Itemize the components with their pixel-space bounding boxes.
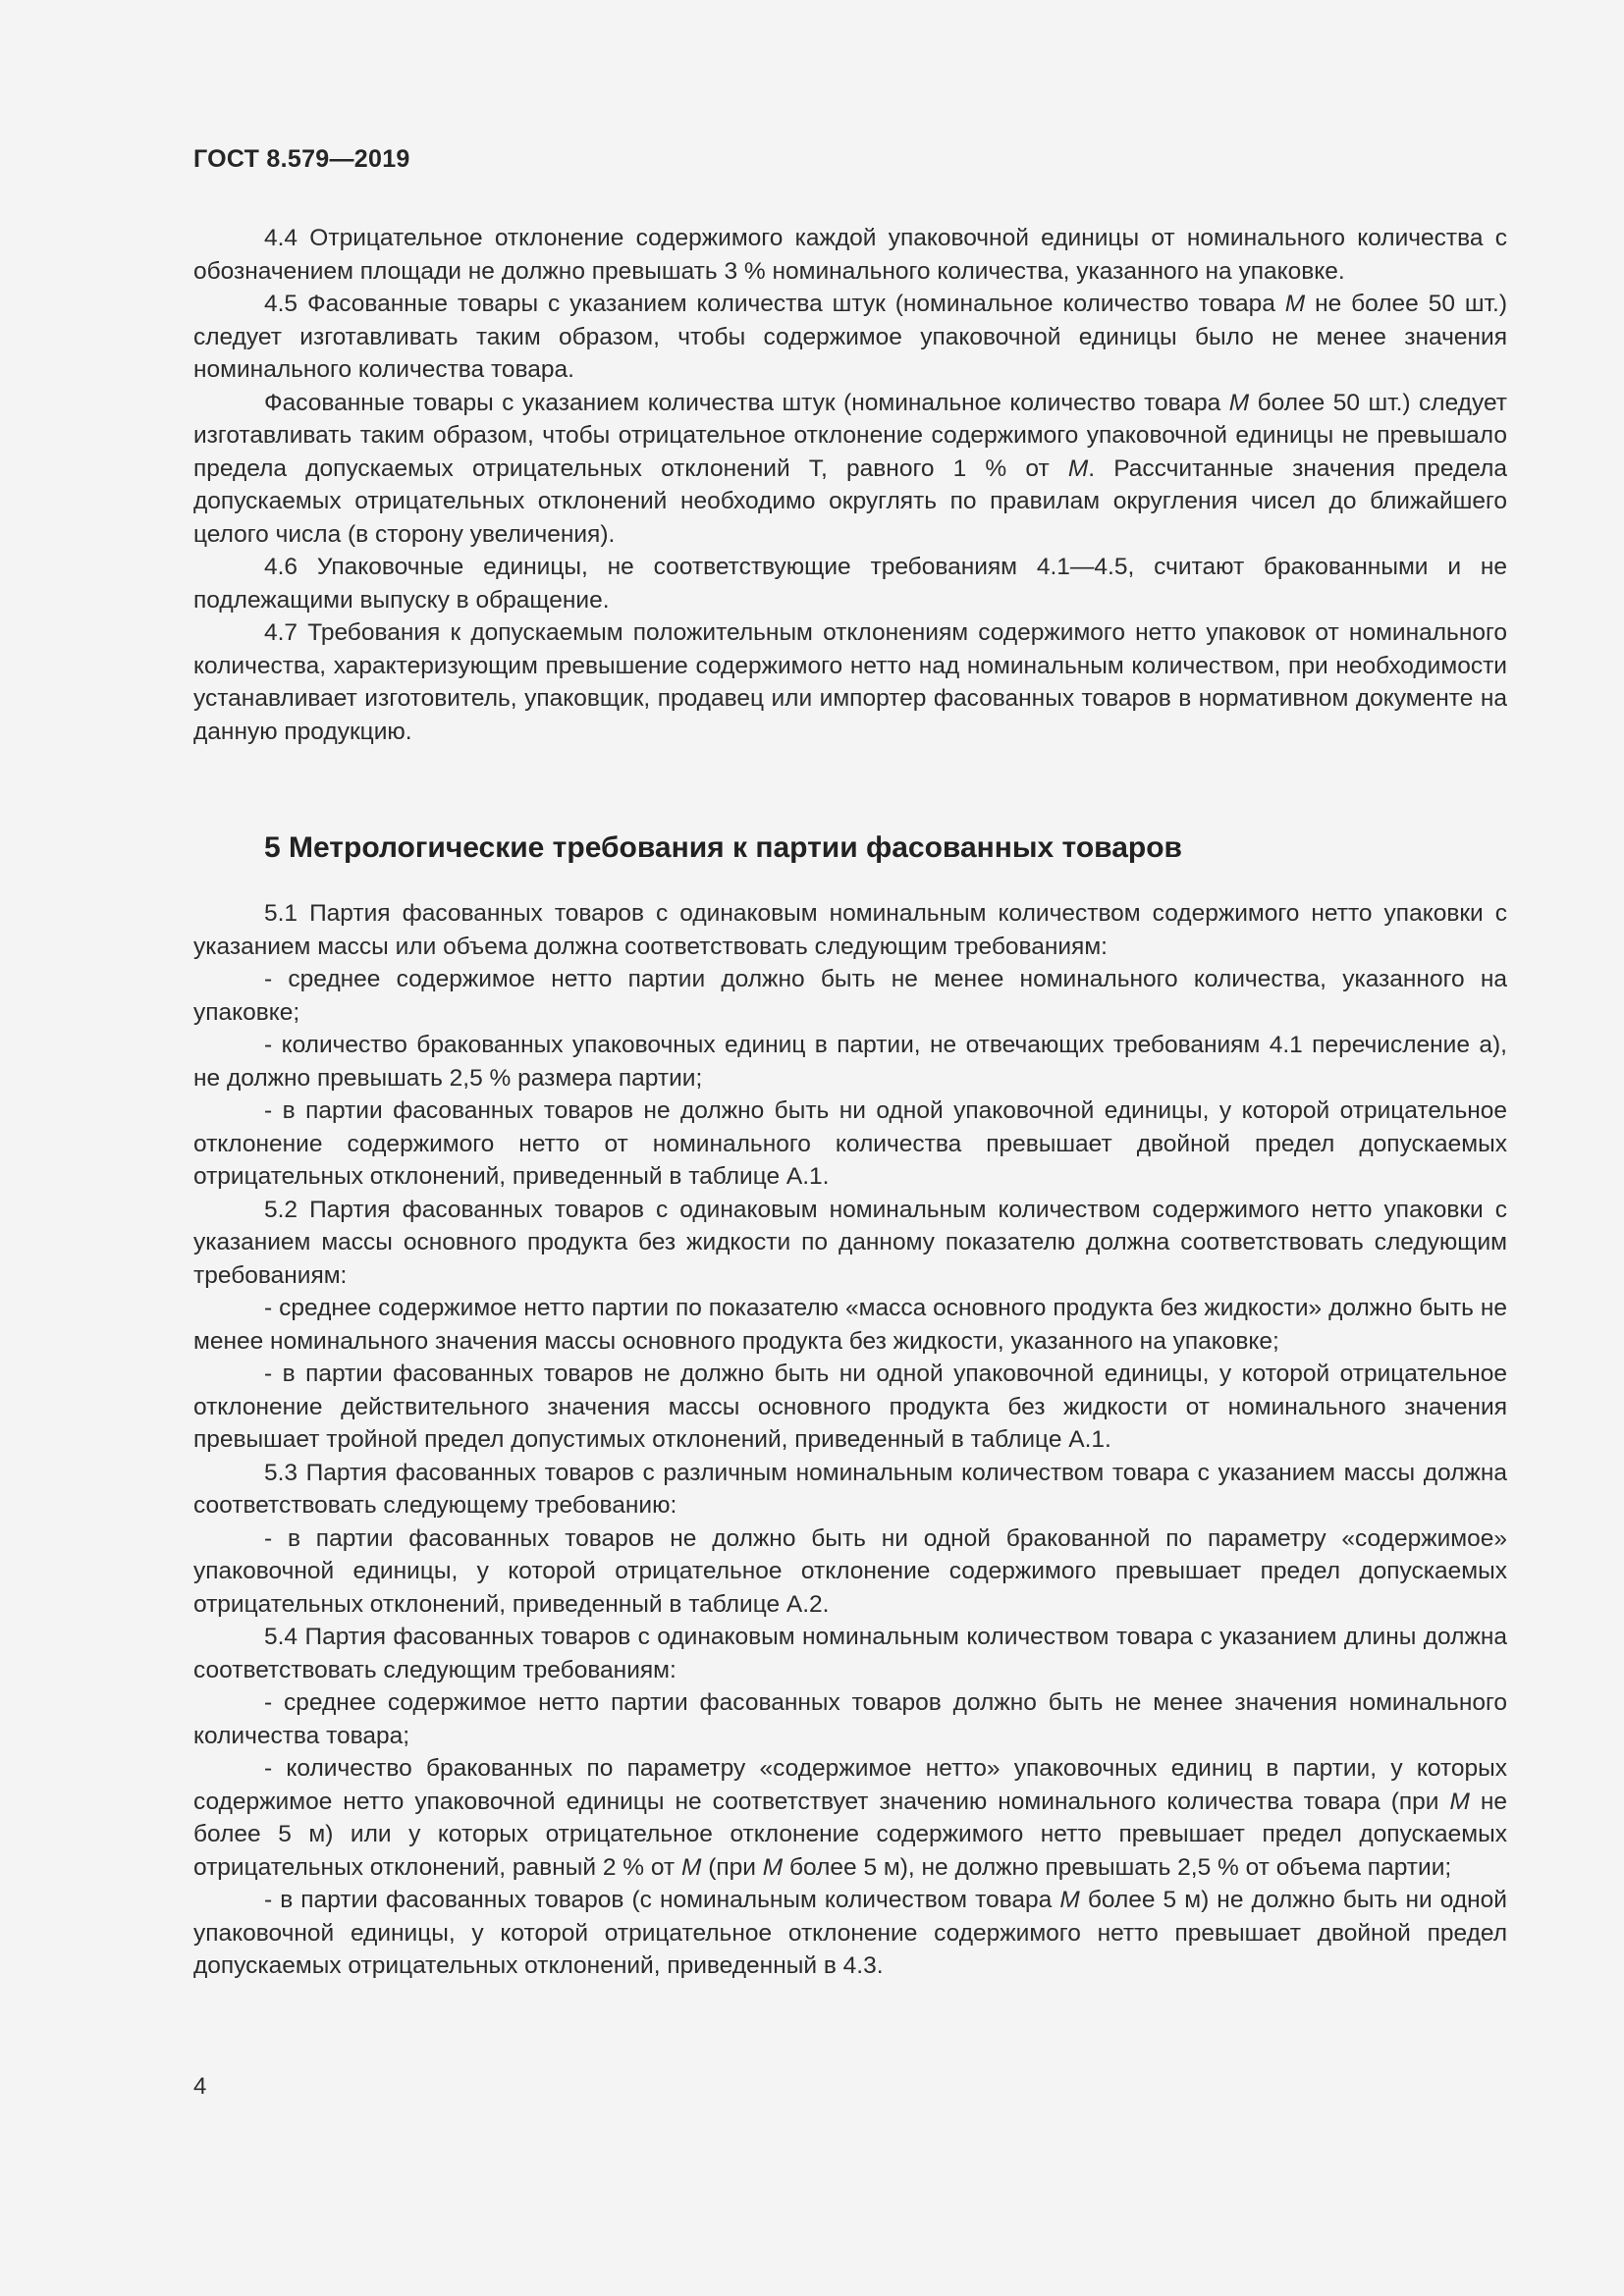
list-item: - в партии фасованных товаров не должно быть ни одной бракованной по параметру «содержимое» упаковочной единицы, у которой отрицательное отклонение содержимого превышает предел допускаемых отрицательных отклонений, приведенный в таблице А.2. <box>193 1524 1507 1618</box>
paragraph-5-4: 5.4 Партия фасованных товаров с одинаковым номинальным количеством товара с указанием длины должна соответствовать следующим требованиям: <box>193 1624 1507 1683</box>
text-run: . Рассчитанные значения предела допускаемых отрицательных отклонений необходимо округлять по правилам округления чисел до ближайшего целого числа (в сторону увеличения). <box>193 454 1508 548</box>
list-item <box>193 1884 1507 1983</box>
list-item: - количество бракованных упаковочных единиц в партии, не отвечающих требованиям 4.1 перечисление а), не должно превышать 2,5 % размера партии; <box>193 1032 1507 1092</box>
list-item: - в партии фасованных товаров не должно быть ни одной упаковочной единицы, у которой отрицательное отклонение содержимого нетто от номинального количества превышает двойной предел допускаемых отрицательных отклонений, приведенный в таблице А.1. <box>193 1097 1507 1190</box>
text-run: - в партии фасованных товаров (с номинальным количеством товара <box>264 1887 1060 1913</box>
section-5-heading: 5 Метрологические требования к партии фасованных товаров <box>264 831 1182 864</box>
variable-m: М <box>1449 1788 1470 1815</box>
text-run: (при <box>701 1853 763 1881</box>
list-item: - среднее содержимое нетто партии должно быть не менее номинального количества, указанного на упаковке; <box>193 966 1507 1026</box>
variable-m: М <box>1284 291 1306 317</box>
paragraph-4-6: 4.6 Упаковочные единицы, не соответствующие требованиям 4.1—4.5, считают бракованными и не подлежащими выпуску в обращение. <box>193 554 1507 614</box>
text-run: не более 5 м) или у которых отрицательное отклонение содержимого нетто превышает предел допускаемых отрицательных отклонений, равный 2 % от <box>193 1788 1507 1881</box>
text-run: не более 50 шт.) следует изготавливать таким образом, чтобы содержимое упаковочной единицы было не менее значения номинального количества товара. <box>193 291 1507 383</box>
text-run: более 5 м) не должно быть ни одной упаковочной единицы, у которой отрицательное отклонение содержимого нетто превышает двойной предел допускаемых отрицательных отклонений, приведенный в 4.3. <box>193 1887 1507 1979</box>
text-run: более 50 шт.) следует изготавливать таким образом, чтобы отрицательное отклонение содержимого упаковочной единицы не превышало предела допускаемых отрицательных отклонений Т, равного 1 % от <box>193 389 1507 482</box>
paragraph-4-7: 4.7 Требования к допускаемым положительным отклонениям содержимого нетто упаковок от номинального количества, характеризующим превышение содержимого нетто над номинальным количеством, при необходимости устанавливает изготовитель, упаковщик, продавец или импортер фасованных товаров в нормативном документе на данную продукцию. <box>193 619 1507 745</box>
paragraph-5-2: 5.2 Партия фасованных товаров с одинаковым номинальным количеством содержимого нетто упаковки с указанием массы основного продукта без жидкости по данному показателю должна соответствовать следующим требованиям: <box>193 1196 1507 1289</box>
section-4-body <box>193 222 1507 748</box>
document-header: ГОСТ 8.579—2019 <box>193 145 410 173</box>
paragraph-4-5b <box>193 387 1507 552</box>
paragraph-5-3: 5.3 Партия фасованных товаров с различным номинальным количеством товара с указанием массы должна соответствовать следующему требованию: <box>193 1459 1507 1519</box>
text-run: - количество бракованных по параметру «содержимое нетто» упаковочных единиц в партии, у которых содержимое нетто упаковочной единицы не соответствует значению номинального количества товара (при <box>193 1755 1507 1815</box>
variable-m: М <box>1228 389 1250 416</box>
page-number: 4 <box>193 2073 207 2100</box>
text-run: Фасованные товары с указанием количества штук (номинальное количество товара <box>264 389 1229 416</box>
variable-m: М <box>1067 454 1089 482</box>
section-5-body <box>193 897 1507 1983</box>
list-item: - среднее содержимое нетто партии по показателю «масса основного продукта без жидкости» должно быть не менее номинального значения массы основного продукта без жидкости, указанного на упаковке; <box>193 1295 1507 1355</box>
list-item: - среднее содержимое нетто партии фасованных товаров должно быть не менее значения номинального количества товара; <box>193 1689 1507 1749</box>
paragraph-4-5a <box>193 288 1507 387</box>
paragraph-4-4: 4.4 Отрицательное отклонение содержимого каждой упаковочной единицы от номинального количества с обозначением площади не должно превышать 3 % номинального количества, указанного на упаковке. <box>193 225 1507 285</box>
variable-m: М <box>762 1853 784 1881</box>
variable-m: М <box>1059 1887 1080 1913</box>
list-item: - в партии фасованных товаров не должно быть ни одной упаковочной единицы, у которой отрицательное отклонение действительного значения массы основного продукта без жидкости от номинального значения превышает тройной предел допустимых отклонений, приведенный в таблице А.1. <box>193 1361 1507 1453</box>
list-item <box>193 1752 1507 1884</box>
text-run: более 5 м), не должно превышать 2,5 % от объема партии; <box>783 1853 1452 1881</box>
variable-m: М <box>680 1853 702 1881</box>
paragraph-5-1: 5.1 Партия фасованных товаров с одинаковым номинальным количеством содержимого нетто упаковки с указанием массы или объема должна соответствовать следующим требованиям: <box>193 900 1507 960</box>
text-run: 4.5 Фасованные товары с указанием количества штук (номинальное количество товара <box>264 291 1285 317</box>
